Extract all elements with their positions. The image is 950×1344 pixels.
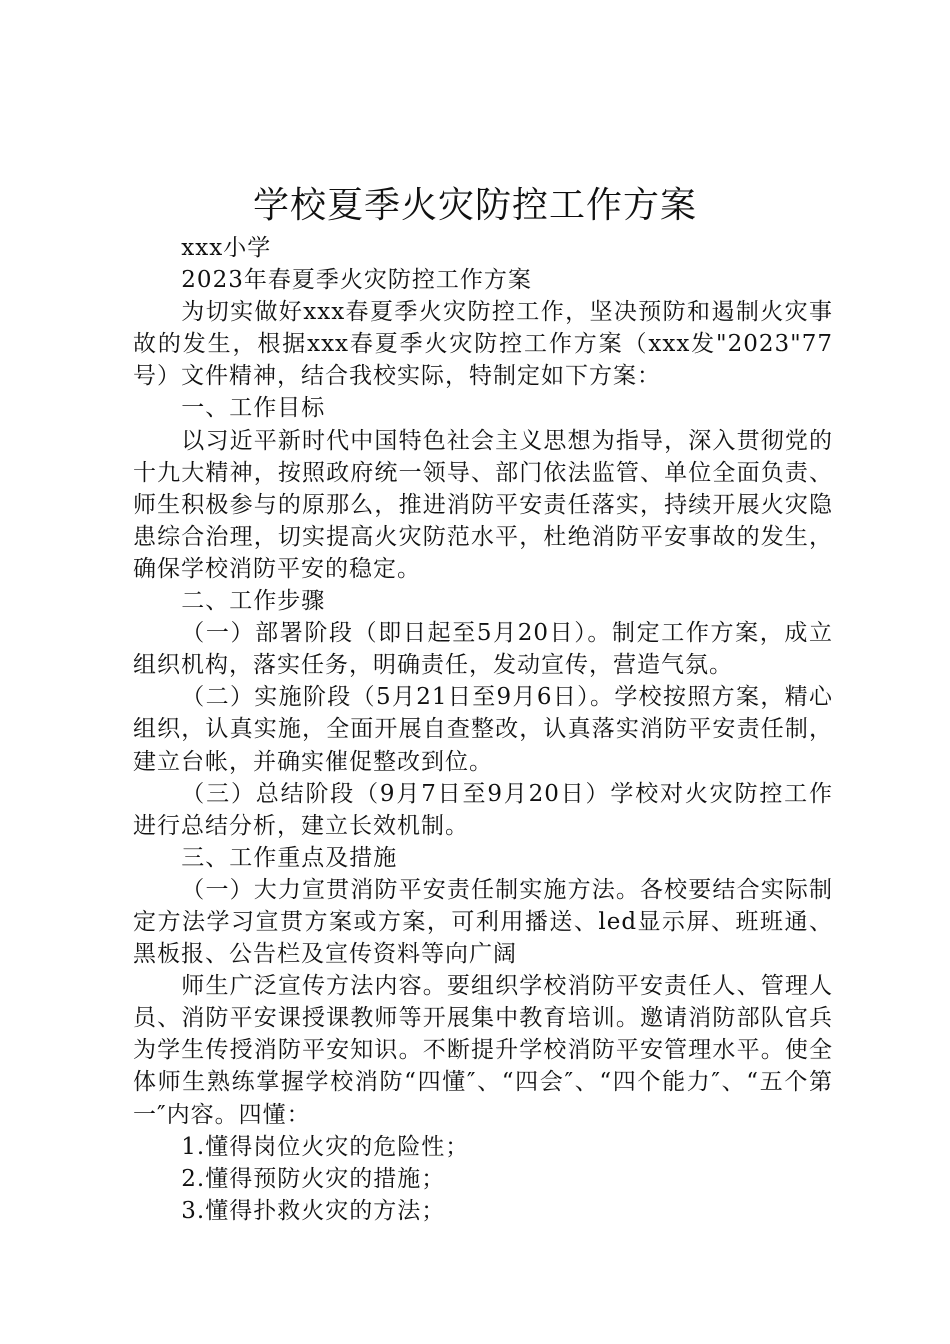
measure-training: 师生广泛宣传方法内容。要组织学校消防平安责任人、管理人员、消防平安课授课教师等开展集中教育培训。邀请消防部队官兵为学生传授消防平安知识。不断提升学校消防平安管理水平。使全体师生熟练掌握学校消防“四懂″、“四会″、“四个能力″、“五个第一″内容。四懂： [133, 973, 833, 1128]
step-summary: （三）总结阶段（9月7日至9月20日）学校对火灾防控工作进行总结分析，建立长效机制。 [133, 780, 833, 839]
section-heading-steps: 二、工作步骤 [181, 588, 326, 615]
step-deployment: （一）部署阶段（即日起至5月20日）。制定工作方案，成立组织机构，落实任务，明确责任，发动宣传，营造气氛。 [133, 620, 833, 679]
measure-publicity: （一）大力宣贯消防平安责任制实施方法。各校要结合实际制定方法学习宣贯方案或方案，可利用播送、led显示屏、班班通、黑板报、公告栏及宣传资料等向广阔 [133, 876, 833, 968]
list-item: 1.懂得岗位火灾的危险性； [181, 1133, 470, 1160]
section-heading-measures: 三、工作重点及措施 [181, 844, 398, 871]
list-item: 3.懂得扑救火灾的方法； [181, 1197, 446, 1224]
plan-subtitle: 2023年春夏季火灾防控工作方案 [181, 267, 532, 294]
section-heading-goals: 一、工作目标 [181, 395, 326, 422]
document-title: 学校夏季火灾防控工作方案 [252, 185, 697, 226]
school-name: xxx小学 [181, 235, 272, 261]
goals-paragraph: 以习近平新时代中国特色社会主义思想为指导，深入贯彻党的十九大精神，按照政府统一领导、部门依法监管、单位全面负责、师生积极参与的原那么，推进消防平安责任落实，持续开展火灾隐患综合治理，切实提高火灾防范水平，杜绝消防平安事故的发生，确保学校消防平安的稳定。 [133, 427, 833, 582]
intro-paragraph: 为切实做好xxx春夏季火灾防控工作，坚决预防和遏制火灾事故的发生，根据xxx春夏季火灾防控工作方案（xxx发"2023"77号）文件精神，结合我校实际，特制定如下方案： [133, 299, 833, 390]
step-implementation: （二）实施阶段（5月21日至9月6日）。学校按照方案，精心组织，认真实施，全面开展自查整改，认真落实消防平安责任制，建立台帐，并确实催促整改到位。 [133, 684, 833, 775]
list-item: 2.懂得预防火灾的措施； [181, 1165, 446, 1192]
document-body [133, 232, 833, 1227]
